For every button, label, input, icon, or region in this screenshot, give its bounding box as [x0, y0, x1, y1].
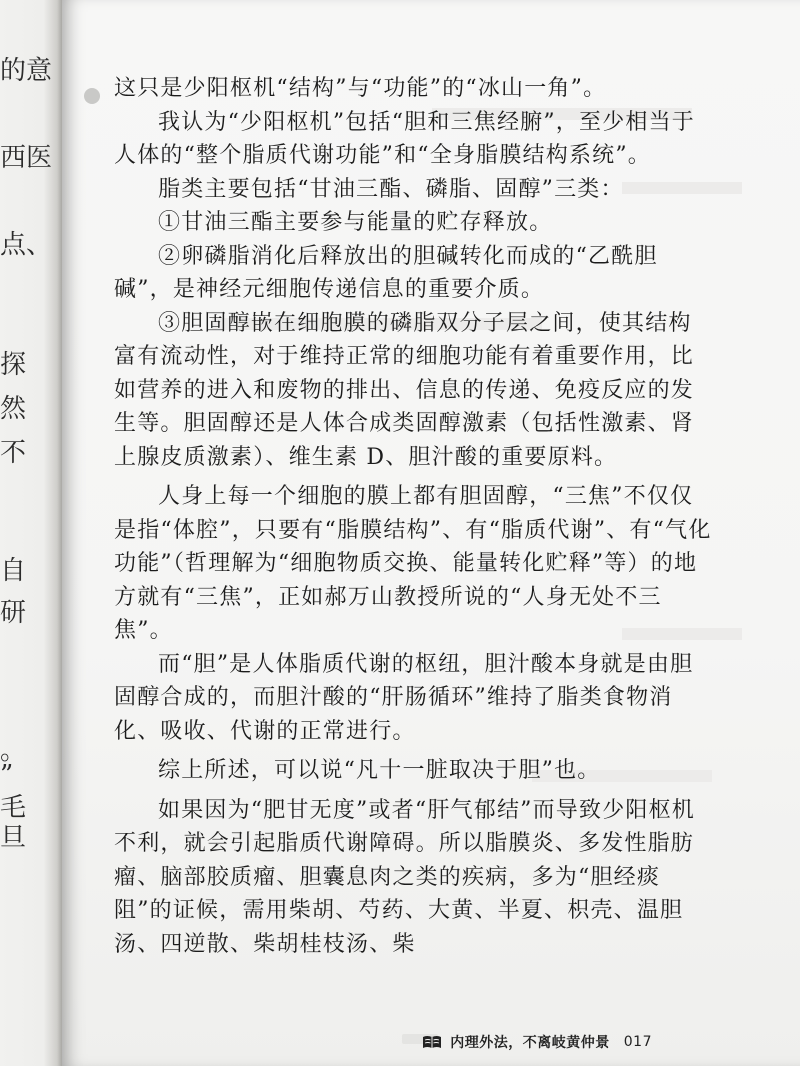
- list-item: ①甘油三酯主要参与能量的贮存释放。: [158, 210, 553, 235]
- edge-text: 毛: [0, 793, 27, 823]
- running-footer: [422, 1030, 652, 1054]
- edge-text: 研: [0, 598, 27, 628]
- edge-text: 旦: [0, 823, 27, 853]
- edge-text: 不: [0, 438, 27, 468]
- list-item: ③胆固醇嵌在细胞膜的磷脂双分子层之间，使其结构富有流动性，对于维持正常的细胞功能有着重要作用，比如营养的进入和废物的排出、信息的传递、免疫反应的发生等。胆固醇还是人体合成类固醇激素（包括性激素、肾上腺皮质激素）、维生素 D、胆汁酸的重要原料。: [114, 310, 695, 470]
- page-number: 017: [623, 1034, 652, 1050]
- paragraph: 脂类主要包括“甘油三酯、磷脂、固醇”三类：: [158, 176, 624, 202]
- paragraph: 而“胆”是人体脂质代谢的枢纽，胆汁酸本身就是由胆固醇合成的，而胆汁酸的“肝肠循环”维持了脂类食物消化、吸收、代谢的正常进行。: [114, 651, 694, 744]
- edge-text: 然: [0, 394, 27, 424]
- footer-title: 内理外法，不离岐黄仲景: [450, 1035, 610, 1051]
- edge-text: 点、: [0, 230, 53, 260]
- edge-text: ”: [0, 760, 14, 790]
- edge-text: 西医: [0, 143, 53, 173]
- paragraph: 如果因为“肥甘无度”或者“肝气郁结”而导致少阳枢机不利，就会引起脂质代谢障碍。所以脂膜炎、多发性脂肪瘤、脑部胶质瘤、胆囊息肉之类的疾病，多为“胆经痰阻”的证候，需用柴胡、芍药、大黄、半夏、枳壳、温胆汤、四逆散、柴胡桂枝汤、柴: [114, 797, 695, 957]
- paragraph: 综上所述，可以说“凡十一脏取决于胆”也。: [158, 758, 601, 783]
- book-page: [62, 0, 800, 1066]
- edge-text: 自: [0, 556, 27, 586]
- list-item: ②卵磷脂消化后释放出的胆碱转化而成的“乙酰胆碱”，是神经元细胞传递信息的重要介质。: [114, 243, 658, 302]
- paragraph: 这只是少阳枢机“结构”与“功能”的“冰山一角”。: [114, 76, 607, 101]
- book-icon: [422, 1034, 442, 1050]
- page-dot-mark: [84, 88, 100, 104]
- edge-text: 的意: [0, 56, 53, 86]
- adjacent-page-edge: [0, 0, 62, 1066]
- paragraph: 人身上每一个细胞的膜上都有胆固醇，“三焦”不仅仅是指“体腔”，只要有“脂膜结构”、有“脂质代谢”、有“气化功能”（哲理解为“细胞物质交换、能量转化贮释”等）的地方就有“三焦”，正如郝万山教授所说的“人身无处不三焦”。: [114, 484, 712, 643]
- body-text: [114, 72, 714, 961]
- edge-text: 探: [0, 350, 27, 380]
- paragraph: 我认为“少阳枢机”包括“胆和三焦经腑”，至少相当于人体的“整个脂质代谢功能”和“全身脂膜结构系统”。: [114, 109, 695, 168]
- edge-text: 。: [0, 736, 27, 766]
